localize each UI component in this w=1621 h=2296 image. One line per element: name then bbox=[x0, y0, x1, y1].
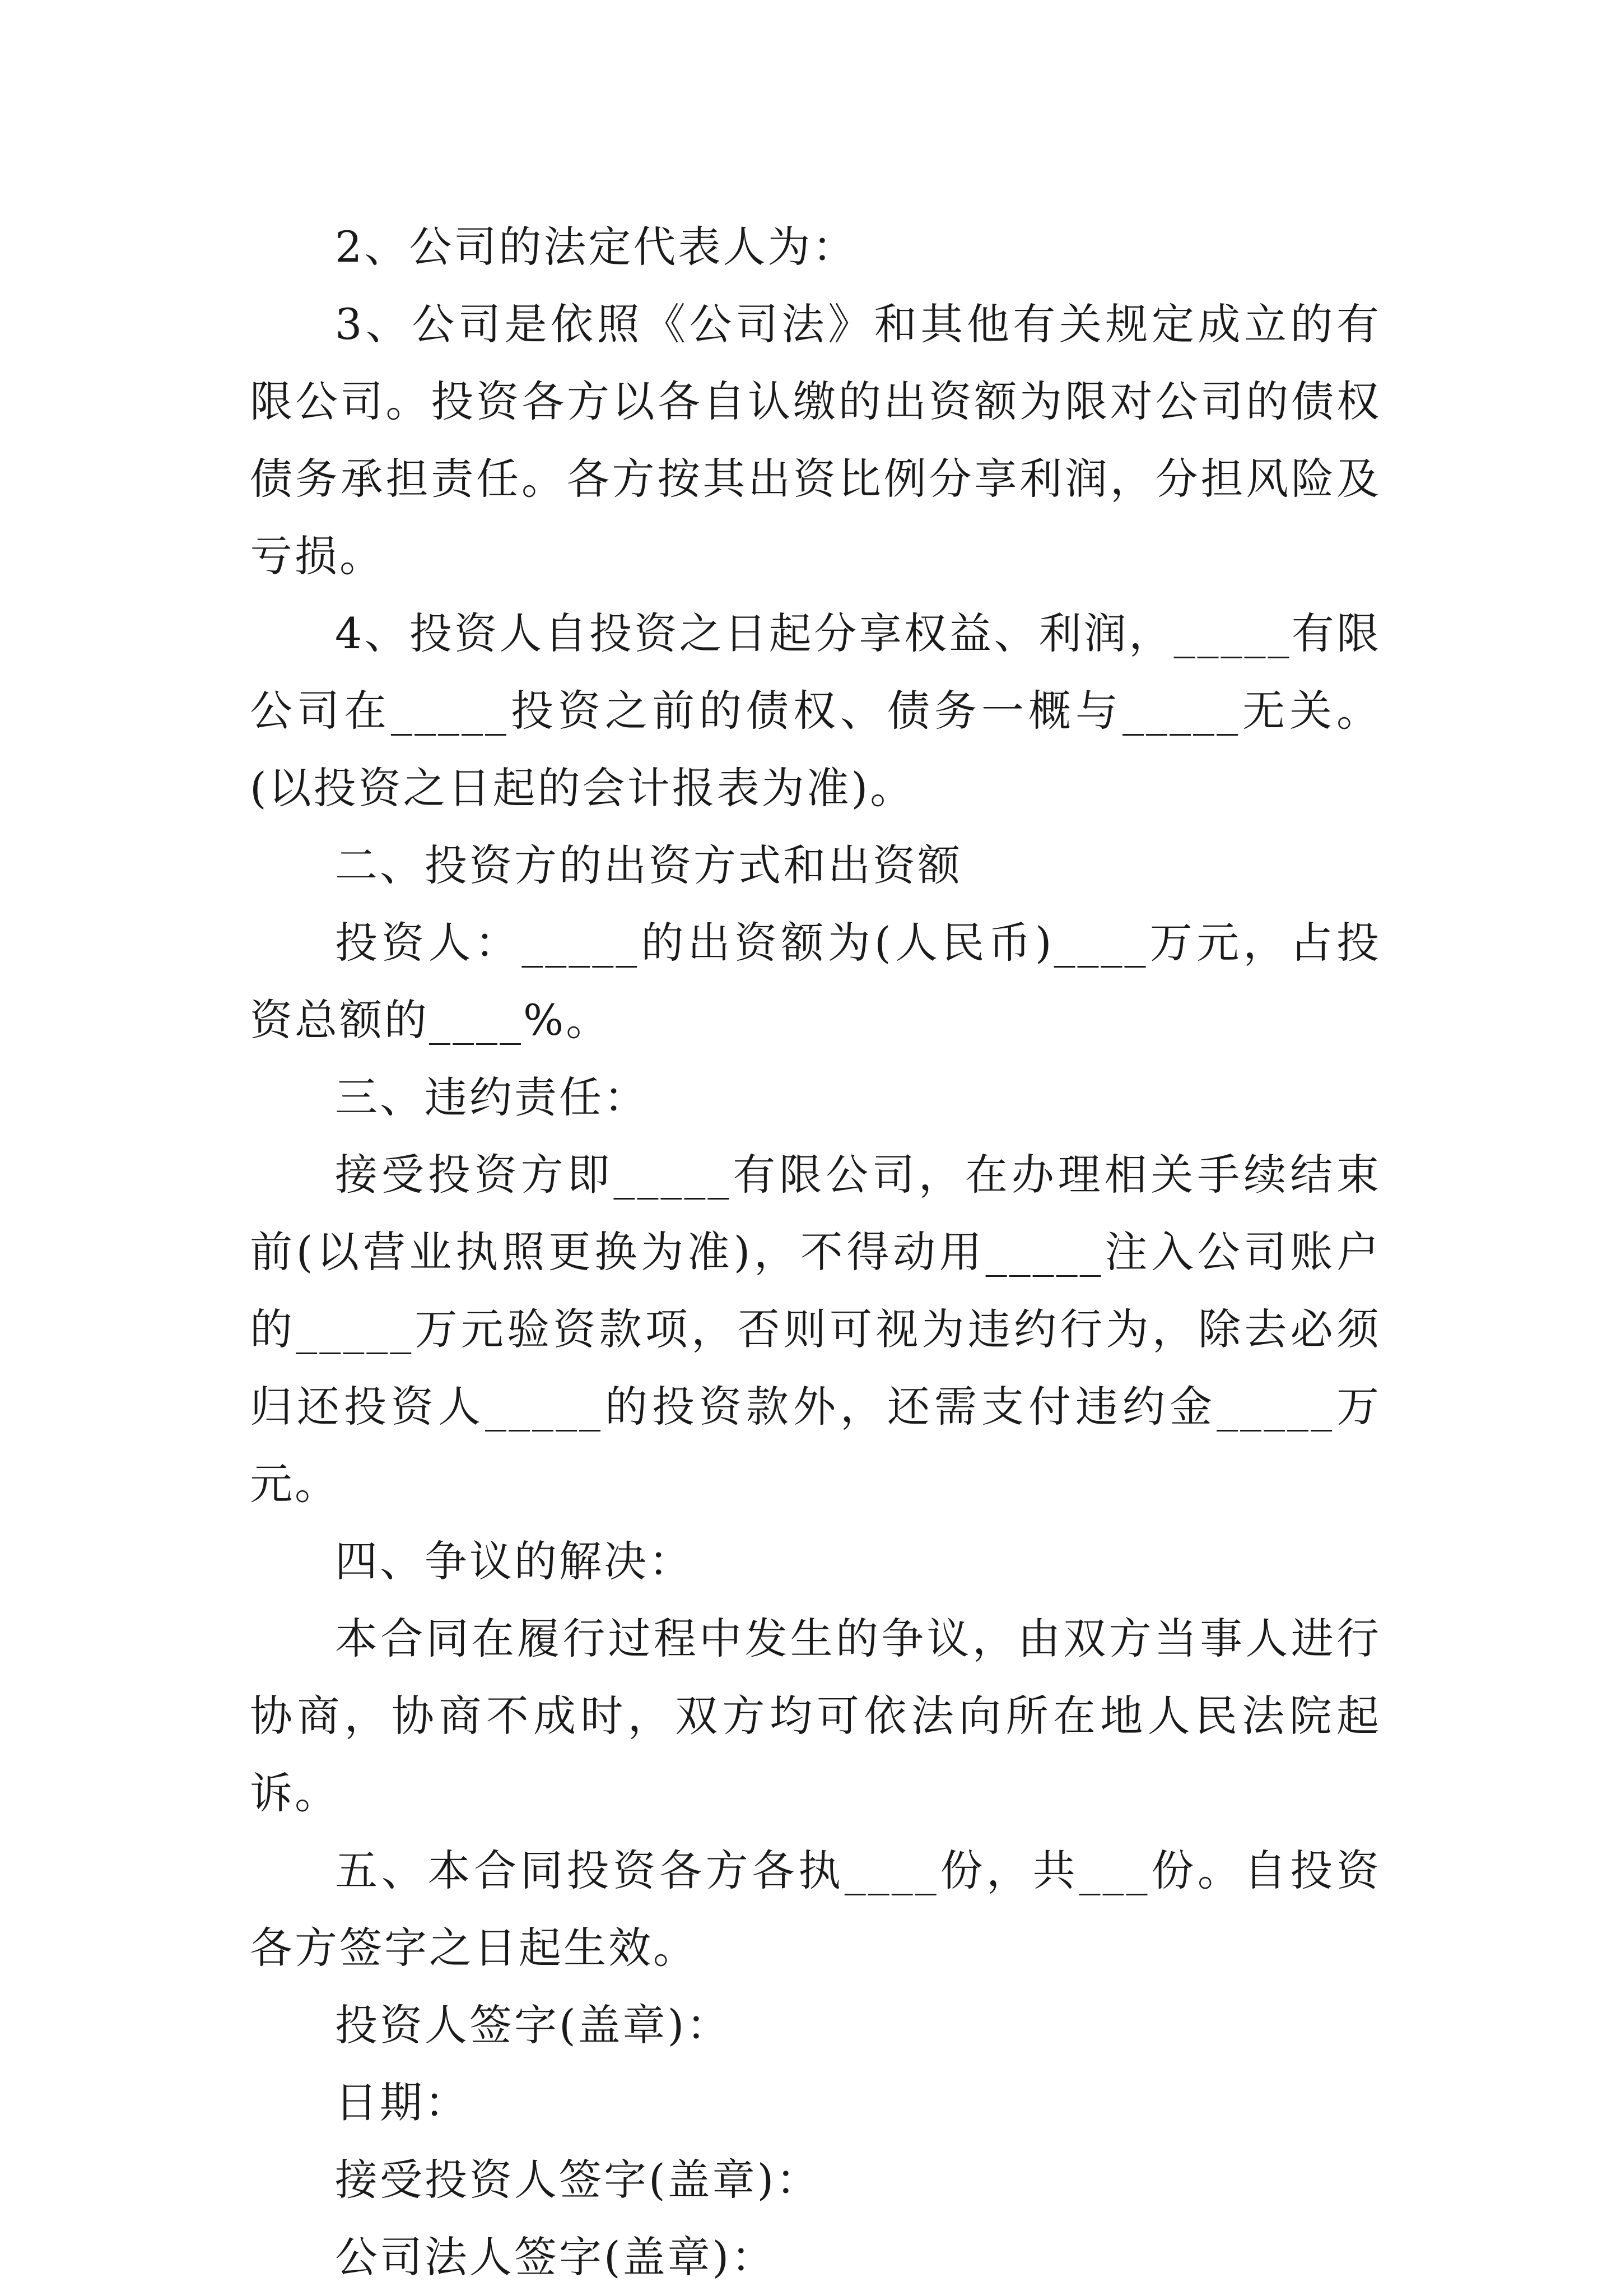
section-heading-contribution: 二、投资方的出资方式和出资额 bbox=[335, 840, 962, 890]
clause-profit-sharing: 4、投资人自投资之日起分享权益、利润，_____有限公司在_____投资之前的债权、债务一概与_____无关。(以投资之日起的会计报表为准)。 bbox=[250, 608, 1381, 813]
clause-disputes: 本合同在履行过程中发生的争议，由双方当事人进行协商，协商不成时，双方均可依法向所在地人民法院起诉。 bbox=[250, 1614, 1381, 1818]
clause-liability: 接受投资方即_____有限公司，在办理相关手续结束前(以营业执照更换为准)，不得动用_____注入公司账户的_____万元验资款项，否则可视为违约行为，除去必须归还投资人_____的投资款外，还需支付违约金_____万元。 bbox=[250, 1150, 1381, 1509]
clause-contribution-amount: 投资人：_____的出资额为(人民币)____万元，占投资总额的____%。 bbox=[250, 918, 1381, 1045]
investor-signature-line: 投资人签字(盖章)： bbox=[335, 2000, 732, 2050]
document-body bbox=[250, 208, 1381, 2296]
legal-rep-signature-line: 公司法人签字(盖章)： bbox=[335, 2232, 776, 2282]
date-line: 日期： bbox=[335, 2077, 469, 2127]
section-heading-disputes: 四、争议的解决： bbox=[335, 1536, 693, 1586]
clause-company-nature: 3、公司是依照《公司法》和其他有关规定成立的有限公司。投资各方以各自认缴的出资额为限对公司的债权债务承担责任。各方按其出资比例分享利润，分担风险及亏损。 bbox=[250, 299, 1381, 581]
section-heading-liability: 三、违约责任： bbox=[335, 1072, 649, 1122]
clause-legal-representative: 2、公司的法定代表人为： bbox=[335, 222, 858, 272]
clause-copies-effective: 五、本合同投资各方各执____份，共___份。自投资各方签字之日起生效。 bbox=[250, 1846, 1381, 1973]
recipient-signature-line: 接受投资人签字(盖章)： bbox=[335, 2155, 821, 2205]
